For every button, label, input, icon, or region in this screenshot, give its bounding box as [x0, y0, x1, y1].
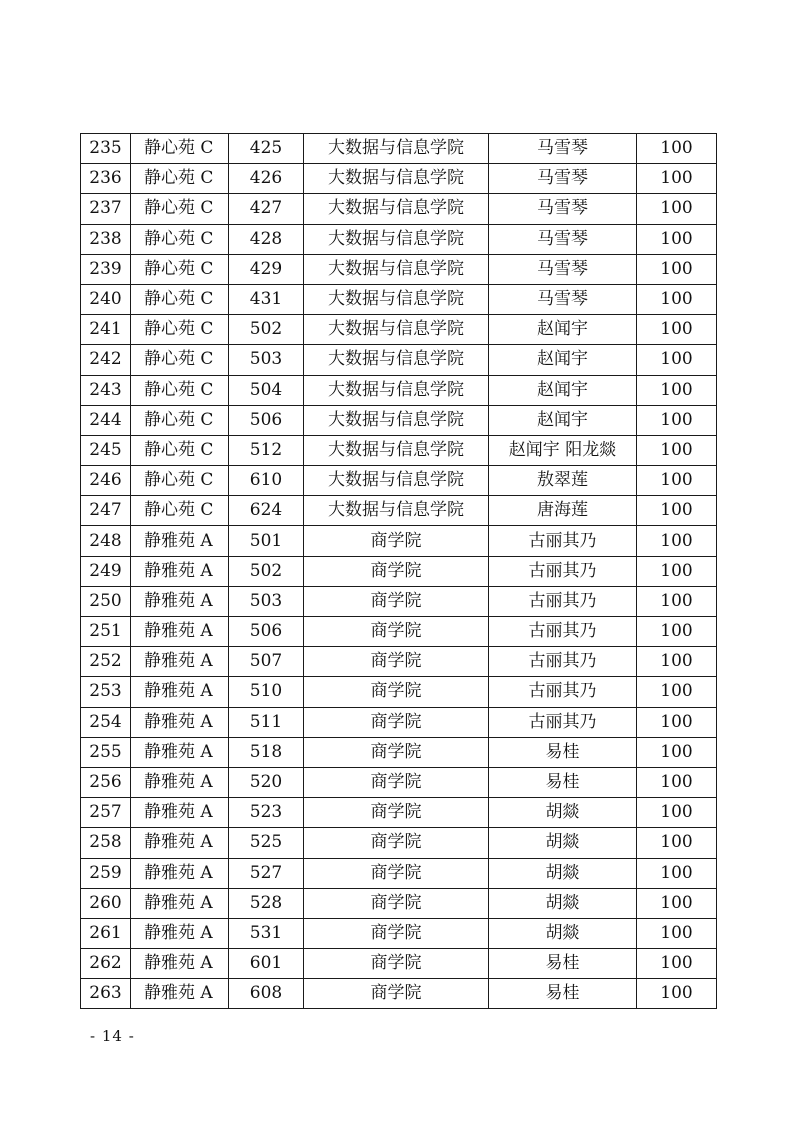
- cell-score: 100: [637, 435, 717, 465]
- cell-number: 252: [81, 647, 131, 677]
- cell-room: 431: [229, 284, 304, 314]
- cell-number: 242: [81, 345, 131, 375]
- table-row: [81, 345, 717, 375]
- cell-building: 静心苑 C: [131, 194, 229, 224]
- cell-person: 马雪琴: [489, 224, 637, 254]
- cell-building: 静心苑 C: [131, 315, 229, 345]
- cell-building: 静雅苑 A: [131, 798, 229, 828]
- table-row: [81, 767, 717, 797]
- cell-number: 246: [81, 466, 131, 496]
- cell-score: 100: [637, 526, 717, 556]
- cell-room: 527: [229, 858, 304, 888]
- table-row: [81, 979, 717, 1009]
- cell-room: 624: [229, 496, 304, 526]
- cell-building: 静心苑 C: [131, 134, 229, 164]
- table-row: [81, 737, 717, 767]
- cell-score: 100: [637, 617, 717, 647]
- cell-score: 100: [637, 767, 717, 797]
- cell-number: 237: [81, 194, 131, 224]
- table-row: [81, 858, 717, 888]
- cell-college: 商学院: [304, 767, 489, 797]
- cell-score: 100: [637, 134, 717, 164]
- cell-building: 静雅苑 A: [131, 617, 229, 647]
- cell-score: 100: [637, 466, 717, 496]
- cell-college: 大数据与信息学院: [304, 466, 489, 496]
- table-row: [81, 435, 717, 465]
- table-row: [81, 526, 717, 556]
- cell-building: 静雅苑 A: [131, 949, 229, 979]
- cell-number: 263: [81, 979, 131, 1009]
- table-row: [81, 375, 717, 405]
- table-row: [81, 466, 717, 496]
- cell-number: 255: [81, 737, 131, 767]
- cell-college: 商学院: [304, 888, 489, 918]
- cell-number: 258: [81, 828, 131, 858]
- cell-person: 易桂: [489, 737, 637, 767]
- cell-number: 244: [81, 405, 131, 435]
- cell-person: 马雪琴: [489, 284, 637, 314]
- cell-college: 商学院: [304, 647, 489, 677]
- cell-score: 100: [637, 858, 717, 888]
- cell-room: 507: [229, 647, 304, 677]
- cell-person: 马雪琴: [489, 194, 637, 224]
- cell-score: 100: [637, 647, 717, 677]
- cell-building: 静心苑 C: [131, 405, 229, 435]
- cell-building: 静心苑 C: [131, 496, 229, 526]
- cell-building: 静心苑 C: [131, 254, 229, 284]
- cell-college: 商学院: [304, 677, 489, 707]
- table-row: [81, 405, 717, 435]
- cell-score: 100: [637, 254, 717, 284]
- cell-person: 易桂: [489, 979, 637, 1009]
- cell-room: 425: [229, 134, 304, 164]
- cell-room: 511: [229, 707, 304, 737]
- cell-room: 503: [229, 345, 304, 375]
- cell-person: 胡燚: [489, 858, 637, 888]
- cell-college: 大数据与信息学院: [304, 315, 489, 345]
- cell-college: 商学院: [304, 979, 489, 1009]
- cell-college: 大数据与信息学院: [304, 194, 489, 224]
- cell-room: 520: [229, 767, 304, 797]
- table-row: [81, 496, 717, 526]
- cell-building: 静雅苑 A: [131, 828, 229, 858]
- cell-score: 100: [637, 918, 717, 948]
- table-row: [81, 707, 717, 737]
- cell-score: 100: [637, 405, 717, 435]
- table-row: [81, 617, 717, 647]
- cell-person: 赵闻宇: [489, 375, 637, 405]
- cell-room: 503: [229, 586, 304, 616]
- table-row: [81, 134, 717, 164]
- cell-score: 100: [637, 828, 717, 858]
- cell-score: 100: [637, 315, 717, 345]
- cell-person: 赵闻宇 阳龙燚: [489, 435, 637, 465]
- cell-college: 大数据与信息学院: [304, 134, 489, 164]
- cell-person: 古丽其乃: [489, 677, 637, 707]
- cell-room: 506: [229, 405, 304, 435]
- cell-number: 250: [81, 586, 131, 616]
- table-row: [81, 164, 717, 194]
- cell-number: 261: [81, 918, 131, 948]
- table-row: [81, 949, 717, 979]
- cell-number: 262: [81, 949, 131, 979]
- cell-room: 504: [229, 375, 304, 405]
- cell-score: 100: [637, 707, 717, 737]
- cell-person: 赵闻宇: [489, 345, 637, 375]
- cell-college: 大数据与信息学院: [304, 254, 489, 284]
- cell-room: 531: [229, 918, 304, 948]
- cell-score: 100: [637, 224, 717, 254]
- cell-room: 502: [229, 556, 304, 586]
- table-row: [81, 254, 717, 284]
- cell-room: 428: [229, 224, 304, 254]
- cell-person: 易桂: [489, 767, 637, 797]
- cell-room: 512: [229, 435, 304, 465]
- table-row: [81, 284, 717, 314]
- cell-college: 商学院: [304, 828, 489, 858]
- cell-building: 静雅苑 A: [131, 526, 229, 556]
- table-row: [81, 315, 717, 345]
- cell-building: 静心苑 C: [131, 435, 229, 465]
- cell-building: 静雅苑 A: [131, 677, 229, 707]
- cell-college: 商学院: [304, 918, 489, 948]
- cell-building: 静雅苑 A: [131, 858, 229, 888]
- cell-room: 608: [229, 979, 304, 1009]
- cell-room: 518: [229, 737, 304, 767]
- cell-room: 525: [229, 828, 304, 858]
- cell-building: 静雅苑 A: [131, 586, 229, 616]
- cell-college: 大数据与信息学院: [304, 284, 489, 314]
- cell-college: 大数据与信息学院: [304, 164, 489, 194]
- cell-number: 249: [81, 556, 131, 586]
- cell-building: 静雅苑 A: [131, 918, 229, 948]
- cell-building: 静雅苑 A: [131, 556, 229, 586]
- cell-college: 商学院: [304, 707, 489, 737]
- cell-score: 100: [637, 164, 717, 194]
- cell-room: 528: [229, 888, 304, 918]
- cell-person: 敖翠莲: [489, 466, 637, 496]
- cell-number: 241: [81, 315, 131, 345]
- cell-college: 大数据与信息学院: [304, 496, 489, 526]
- cell-room: 506: [229, 617, 304, 647]
- cell-building: 静心苑 C: [131, 345, 229, 375]
- cell-building: 静雅苑 A: [131, 737, 229, 767]
- cell-building: 静心苑 C: [131, 284, 229, 314]
- cell-person: 古丽其乃: [489, 617, 637, 647]
- cell-person: 马雪琴: [489, 254, 637, 284]
- cell-person: 马雪琴: [489, 134, 637, 164]
- cell-person: 古丽其乃: [489, 586, 637, 616]
- cell-score: 100: [637, 737, 717, 767]
- cell-person: 赵闻宇: [489, 315, 637, 345]
- cell-college: 商学院: [304, 949, 489, 979]
- cell-room: 610: [229, 466, 304, 496]
- cell-number: 248: [81, 526, 131, 556]
- cell-score: 100: [637, 284, 717, 314]
- cell-building: 静雅苑 A: [131, 888, 229, 918]
- table-row: [81, 828, 717, 858]
- cell-score: 100: [637, 979, 717, 1009]
- cell-building: 静心苑 C: [131, 224, 229, 254]
- cell-college: 大数据与信息学院: [304, 405, 489, 435]
- table-row: [81, 888, 717, 918]
- page-number: - 14 -: [90, 1027, 135, 1045]
- cell-score: 100: [637, 556, 717, 586]
- cell-college: 大数据与信息学院: [304, 224, 489, 254]
- cell-room: 601: [229, 949, 304, 979]
- table-row: [81, 224, 717, 254]
- cell-person: 唐海莲: [489, 496, 637, 526]
- cell-person: 胡燚: [489, 888, 637, 918]
- cell-score: 100: [637, 375, 717, 405]
- cell-college: 大数据与信息学院: [304, 345, 489, 375]
- dormitory-score-table: [80, 133, 717, 1009]
- cell-number: 245: [81, 435, 131, 465]
- cell-number: 253: [81, 677, 131, 707]
- cell-building: 静心苑 C: [131, 375, 229, 405]
- cell-number: 238: [81, 224, 131, 254]
- cell-number: 235: [81, 134, 131, 164]
- cell-number: 260: [81, 888, 131, 918]
- table-body: [81, 134, 717, 1009]
- cell-number: 259: [81, 858, 131, 888]
- cell-room: 523: [229, 798, 304, 828]
- cell-score: 100: [637, 496, 717, 526]
- cell-number: 251: [81, 617, 131, 647]
- cell-number: 243: [81, 375, 131, 405]
- cell-college: 商学院: [304, 858, 489, 888]
- cell-building: 静心苑 C: [131, 164, 229, 194]
- cell-building: 静心苑 C: [131, 466, 229, 496]
- cell-number: 254: [81, 707, 131, 737]
- cell-person: 马雪琴: [489, 164, 637, 194]
- table-row: [81, 586, 717, 616]
- cell-room: 426: [229, 164, 304, 194]
- cell-person: 古丽其乃: [489, 707, 637, 737]
- cell-college: 商学院: [304, 798, 489, 828]
- cell-college: 商学院: [304, 526, 489, 556]
- cell-college: 商学院: [304, 586, 489, 616]
- cell-building: 静雅苑 A: [131, 647, 229, 677]
- cell-room: 501: [229, 526, 304, 556]
- cell-person: 古丽其乃: [489, 526, 637, 556]
- cell-person: 胡燚: [489, 918, 637, 948]
- cell-college: 大数据与信息学院: [304, 435, 489, 465]
- cell-score: 100: [637, 798, 717, 828]
- cell-score: 100: [637, 345, 717, 375]
- cell-person: 古丽其乃: [489, 556, 637, 586]
- cell-college: 商学院: [304, 737, 489, 767]
- cell-college: 大数据与信息学院: [304, 375, 489, 405]
- cell-number: 256: [81, 767, 131, 797]
- cell-score: 100: [637, 677, 717, 707]
- cell-number: 239: [81, 254, 131, 284]
- table-row: [81, 918, 717, 948]
- cell-building: 静雅苑 A: [131, 707, 229, 737]
- table-row: [81, 194, 717, 224]
- cell-room: 510: [229, 677, 304, 707]
- cell-person: 易桂: [489, 949, 637, 979]
- cell-score: 100: [637, 888, 717, 918]
- cell-room: 427: [229, 194, 304, 224]
- cell-person: 古丽其乃: [489, 647, 637, 677]
- cell-college: 商学院: [304, 556, 489, 586]
- cell-score: 100: [637, 586, 717, 616]
- cell-score: 100: [637, 949, 717, 979]
- cell-college: 商学院: [304, 617, 489, 647]
- cell-person: 胡燚: [489, 828, 637, 858]
- table-row: [81, 798, 717, 828]
- cell-score: 100: [637, 194, 717, 224]
- cell-person: 胡燚: [489, 798, 637, 828]
- cell-number: 240: [81, 284, 131, 314]
- table-row: [81, 677, 717, 707]
- cell-building: 静雅苑 A: [131, 767, 229, 797]
- table-row: [81, 647, 717, 677]
- table-row: [81, 556, 717, 586]
- cell-room: 429: [229, 254, 304, 284]
- cell-number: 247: [81, 496, 131, 526]
- cell-number: 236: [81, 164, 131, 194]
- cell-room: 502: [229, 315, 304, 345]
- cell-person: 赵闻宇: [489, 405, 637, 435]
- cell-building: 静雅苑 A: [131, 979, 229, 1009]
- cell-number: 257: [81, 798, 131, 828]
